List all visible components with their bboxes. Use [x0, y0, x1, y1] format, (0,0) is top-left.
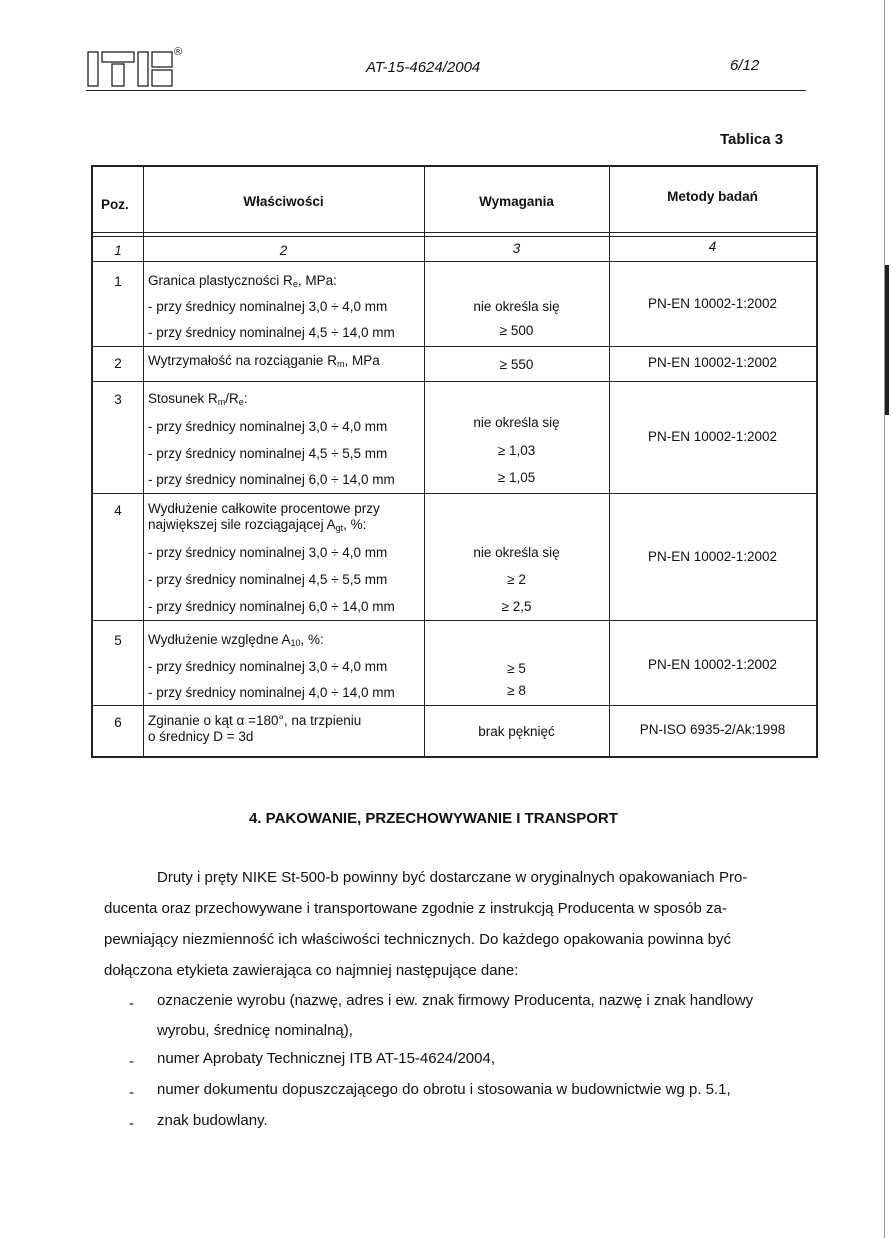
row-title-tail: : — [243, 391, 248, 406]
row-title-line: Zginanie o kąt α =180°, na trzpieniu — [148, 713, 362, 728]
column-header-poz: Poz. — [101, 197, 129, 212]
row-poz: 6 — [114, 715, 122, 730]
row-poz: 3 — [114, 392, 122, 407]
requirement-value: brak pęknięć — [478, 724, 555, 739]
requirement-value: ≥ 2,5 — [501, 599, 532, 614]
list-bullet: - — [129, 1053, 134, 1070]
test-method: PN-EN 10002-1:2002 — [647, 429, 778, 444]
column-header-metody: Metody badań — [667, 189, 758, 204]
row-title-subscript: m — [336, 359, 345, 369]
list-item: numer dokumentu dopuszczającego do obrotu i stosowania w budownictwie wg p. 5.1, — [157, 1081, 731, 1098]
row-line: - przy średnicy nominalnej 4,5 ÷ 5,5 mm — [148, 572, 388, 587]
row-title-tail: , MPa: — [297, 273, 337, 288]
test-method: PN-ISO 6935-2/Ak:1998 — [639, 722, 786, 737]
row-title-tail: , %: — [343, 517, 367, 532]
row-title — [148, 353, 380, 368]
scan-edge-mark — [885, 265, 889, 415]
requirement-value: ≥ 550 — [499, 357, 534, 372]
requirement-value: nie określa się — [473, 545, 560, 560]
row-line: - przy średnicy nominalnej 3,0 ÷ 4,0 mm — [148, 659, 388, 674]
paragraph-line: dołączona etykieta zawierająca co najmniej następujące dane: — [104, 962, 519, 979]
logo-text — [86, 46, 88, 47]
test-method: PN-EN 10002-1:2002 — [647, 549, 778, 564]
test-method: PN-EN 10002-1:2002 — [647, 657, 778, 672]
row-title-text: Stosunek R — [148, 391, 218, 406]
row-title — [148, 391, 248, 406]
table-hline — [93, 346, 816, 347]
row-line: - przy średnicy nominalnej 3,0 ÷ 4,0 mm — [148, 299, 388, 314]
row-title-tail: , %: — [300, 632, 324, 647]
column-header-wlasciwosci: Właściwości — [243, 194, 324, 209]
row-title-subscript: gt — [335, 523, 344, 533]
requirement-value: ≥ 1,05 — [497, 470, 536, 485]
paragraph-line: Druty i pręty NIKE St-500-b powinny być dostarczane w oryginalnych opakowaniach Pro- — [157, 869, 748, 886]
row-poz: 4 — [114, 503, 122, 518]
row-title-text: Wydłużenie względne A — [148, 632, 291, 647]
row-title-subscript: e — [292, 279, 298, 289]
row-title-line: o średnicy D = 3d — [148, 729, 254, 744]
row-title-text: Wytrzymałość na rozciąganie R — [148, 353, 337, 368]
requirement-value: ≥ 5 — [507, 661, 526, 676]
column-header-wymagania: Wymagania — [479, 194, 554, 209]
row-title-subscript: m — [217, 397, 226, 407]
row-title-text: Granica plastyczności R — [148, 273, 293, 288]
row-line: - przy średnicy nominalnej 6,0 ÷ 14,0 mm — [148, 599, 395, 614]
itb-logo — [86, 46, 196, 88]
row-poz: 2 — [114, 356, 122, 371]
section-heading: 4. PAKOWANIE, PRZECHOWYWANIE I TRANSPORT — [249, 810, 618, 827]
table-hline — [93, 493, 816, 494]
table-hline — [93, 261, 816, 262]
row-title-line: Wydłużenie całkowite procentowe przy — [148, 501, 380, 516]
paragraph-line: ducenta oraz przechowywane i transportowane zgodnie z instrukcją Producenta w sposób za- — [104, 900, 727, 917]
paragraph-line: pewniający niezmienność ich właściwości technicznych. Do każdego opakowania powinna być — [104, 931, 731, 948]
requirement-value: nie określa się — [473, 415, 560, 430]
row-poz: 5 — [114, 633, 122, 648]
row-line: - przy średnicy nominalnej 4,5 ÷ 14,0 mm — [148, 325, 395, 340]
list-bullet: - — [129, 1115, 134, 1132]
column-number: 3 — [512, 241, 521, 256]
table-hline — [93, 620, 816, 621]
requirement-value: ≥ 2 — [507, 572, 526, 587]
table-hline — [93, 705, 816, 706]
requirement-value: ≥ 1,03 — [497, 443, 536, 458]
row-title — [148, 273, 337, 288]
row-line: - przy średnicy nominalnej 3,0 ÷ 4,0 mm — [148, 419, 388, 434]
list-item: numer Aprobaty Technicznej ITB AT-15-4624/2004, — [157, 1050, 495, 1067]
list-item: oznaczenie wyrobu (nazwę, adres i ew. znak firmowy Producenta, nazwę i znak handlowy — [157, 992, 754, 1009]
registered-mark: ® — [174, 46, 183, 58]
column-number: 1 — [114, 243, 122, 258]
document-number: AT-15-4624/2004 — [366, 59, 481, 76]
row-line: - przy średnicy nominalnej 4,5 ÷ 5,5 mm — [148, 446, 388, 461]
row-line: - przy średnicy nominalnej 4,0 ÷ 14,0 mm — [148, 685, 395, 700]
requirement-value: nie określa się — [473, 299, 560, 314]
scan-edge-line — [884, 0, 885, 1238]
list-bullet: - — [129, 995, 134, 1012]
column-number: 2 — [279, 243, 288, 258]
row-title-text: największej sile rozciągającej A — [148, 517, 336, 532]
page-number: 6/12 — [730, 57, 760, 74]
row-title — [148, 632, 324, 647]
row-poz: 1 — [114, 274, 122, 289]
table-hline — [93, 236, 816, 237]
column-number: 4 — [708, 239, 717, 254]
list-item: znak budowlany. — [157, 1112, 268, 1129]
properties-table — [91, 165, 818, 758]
row-title-subscript: e — [238, 397, 244, 407]
row-line: - przy średnicy nominalnej 6,0 ÷ 14,0 mm — [148, 472, 395, 487]
table-hline — [93, 232, 816, 233]
header-rule — [86, 90, 806, 91]
requirement-value: ≥ 8 — [507, 683, 526, 698]
test-method: PN-EN 10002-1:2002 — [647, 296, 778, 311]
row-title-mid: /R — [225, 391, 239, 406]
row-line: - przy średnicy nominalnej 3,0 ÷ 4,0 mm — [148, 545, 388, 560]
table-caption: Tablica 3 — [720, 131, 784, 148]
list-bullet: - — [129, 1084, 134, 1101]
requirement-value: ≥ 500 — [499, 323, 534, 338]
row-title — [148, 517, 366, 532]
row-title-subscript: 10 — [290, 638, 301, 648]
row-title-tail: , MPa — [344, 353, 380, 368]
list-item-continuation: wyrobu, średnicę nominalną), — [157, 1022, 353, 1039]
test-method: PN-EN 10002-1:2002 — [647, 355, 778, 370]
table-hline — [93, 381, 816, 382]
